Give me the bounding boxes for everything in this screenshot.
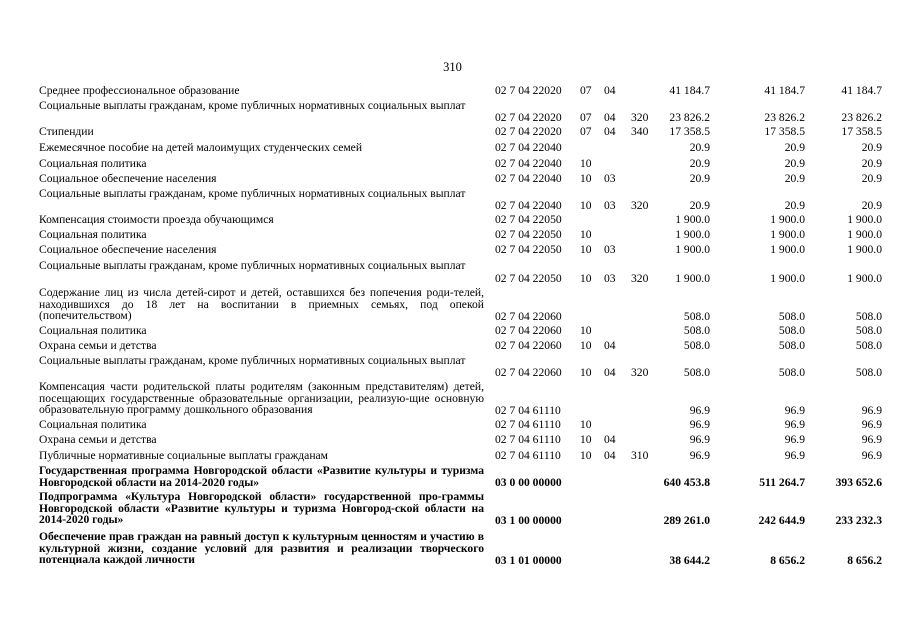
row-vr: 320 (631, 199, 649, 212)
row-value-3: 508.0 (855, 339, 882, 352)
row-pr: 04 (604, 111, 616, 124)
row-rz: 10 (580, 324, 592, 337)
row-name: Среднее профессиональное образование (39, 84, 240, 97)
row-value-3: 96.9 (861, 404, 882, 417)
row-value-2: 41 184.7 (764, 84, 805, 97)
row-value-1: 508.0 (683, 339, 710, 352)
row-code: 02 7 04 22040 (495, 199, 562, 212)
row-rz: 10 (580, 339, 592, 352)
row-value-1: 20.9 (689, 141, 710, 154)
row-code: 02 7 04 61110 (495, 433, 561, 446)
row-pr: 04 (604, 449, 616, 462)
row-value-3: 1 900.0 (847, 228, 882, 241)
row-rz: 10 (580, 272, 592, 285)
row-value-1: 20.9 (689, 172, 710, 185)
row-vr: 320 (631, 366, 649, 379)
row-value-1: 508.0 (683, 310, 710, 323)
row-value-2: 511 264.7 (759, 476, 805, 489)
page-number: 310 (443, 60, 462, 74)
row-value-3: 96.9 (861, 418, 882, 431)
row-value-3: 23 826.2 (841, 111, 882, 124)
row-value-3: 1 900.0 (847, 272, 882, 285)
row-rz: 07 (580, 125, 592, 138)
row-value-1: 96.9 (689, 404, 710, 417)
row-value-1: 41 184.7 (669, 84, 710, 97)
row-pr: 04 (604, 339, 616, 352)
row-rz: 10 (580, 199, 592, 212)
row-code: 02 7 04 22060 (495, 324, 562, 337)
row-value-3: 508.0 (855, 324, 882, 337)
row-value-3: 41 184.7 (841, 84, 882, 97)
row-value-1: 1 900.0 (675, 228, 710, 241)
row-code: 03 1 00 00000 (495, 514, 562, 527)
row-value-1: 23 826.2 (669, 111, 710, 124)
row-value-3: 96.9 (861, 433, 882, 446)
row-value-3: 20.9 (861, 141, 882, 154)
row-rz: 10 (580, 418, 592, 431)
row-value-2: 17 358.5 (764, 125, 805, 138)
row-value-1: 508.0 (683, 366, 710, 379)
row-value-3: 96.9 (861, 449, 882, 462)
row-name: Стипендии (39, 125, 94, 138)
row-value-2: 96.9 (784, 418, 805, 431)
row-code: 02 7 04 22050 (495, 272, 562, 285)
row-name: Компенсация части родительской платы родителям (законным представителям) детей, посещающих государственные образовательные организации, реализую-щие основную образовательную программу дошкольного образования (39, 380, 484, 416)
row-name: Государственная программа Новгородской области «Развитие культуры и туризма Новгородской области на 2014-2020 годы» (39, 464, 484, 489)
row-rz: 07 (580, 84, 592, 97)
row-name: Социальные выплаты гражданам, кроме публичных нормативных социальных выплат (39, 354, 466, 367)
row-value-3: 8 656.2 (847, 554, 882, 567)
row-value-3: 393 652.6 (835, 476, 882, 489)
row-name: Социальное обеспечение населения (39, 243, 217, 256)
row-value-3: 1 900.0 (847, 243, 882, 256)
row-pr: 03 (604, 243, 616, 256)
row-value-1: 1 900.0 (675, 213, 710, 226)
row-rz: 10 (580, 449, 592, 462)
row-code: 02 7 04 22040 (495, 172, 562, 185)
row-value-3: 20.9 (861, 199, 882, 212)
row-vr: 320 (631, 111, 649, 124)
row-pr: 03 (604, 199, 616, 212)
row-name: Социальная политика (39, 324, 147, 337)
row-rz: 10 (580, 243, 592, 256)
row-pr: 03 (604, 172, 616, 185)
row-name: Охрана семьи и детства (39, 339, 157, 352)
row-pr: 04 (604, 433, 616, 446)
row-value-2: 20.9 (784, 141, 805, 154)
row-value-2: 508.0 (778, 324, 805, 337)
row-value-1: 1 900.0 (675, 243, 710, 256)
row-code: 03 0 00 00000 (495, 476, 562, 489)
row-code: 02 7 04 61110 (495, 449, 561, 462)
row-value-2: 96.9 (784, 404, 805, 417)
row-value-1: 96.9 (689, 433, 710, 446)
row-value-2: 508.0 (778, 366, 805, 379)
row-name: Социальная политика (39, 418, 147, 431)
row-value-2: 23 826.2 (764, 111, 805, 124)
row-name: Содержание лиц из числа детей-сирот и детей, оставшихся без попечения роди-телей, находившихся до 18 лет на воспитании в приемных семьях, под опекой (попечительством) (39, 286, 484, 322)
row-value-1: 38 644.2 (669, 554, 710, 567)
row-name: Охрана семьи и детства (39, 433, 157, 446)
row-value-3: 20.9 (861, 172, 882, 185)
row-value-2: 20.9 (784, 199, 805, 212)
row-rz: 10 (580, 366, 592, 379)
row-value-1: 508.0 (683, 324, 710, 337)
row-value-1: 289 261.0 (663, 514, 710, 527)
row-value-3: 20.9 (861, 157, 882, 170)
row-value-2: 20.9 (784, 172, 805, 185)
row-value-1: 96.9 (689, 449, 710, 462)
row-value-2: 508.0 (778, 310, 805, 323)
row-name: Социальная политика (39, 157, 147, 170)
row-rz: 07 (580, 111, 592, 124)
row-value-1: 20.9 (689, 157, 710, 170)
row-rz: 10 (580, 172, 592, 185)
row-value-1: 96.9 (689, 418, 710, 431)
row-code: 02 7 04 22020 (495, 111, 562, 124)
row-name: Социальные выплаты гражданам, кроме публичных нормативных социальных выплат (39, 259, 466, 272)
row-name: Подпрограмма «Культура Новгородской области» государственной про-граммы Новгородской области «Развитие культуры и туризма Новгород-ской области на 2014-2020 годы» (39, 490, 484, 526)
row-name: Обеспечение прав граждан на равный доступ к культурным ценностям и участию в культурной жизни, создание условий для развития и реализации творческого потенциала каждой личности (39, 530, 484, 566)
row-name: Социальные выплаты гражданам, кроме публичных нормативных социальных выплат (39, 187, 466, 200)
row-vr: 310 (631, 449, 649, 462)
row-value-2: 242 644.9 (758, 514, 805, 527)
row-value-2: 1 900.0 (770, 228, 805, 241)
row-code: 02 7 04 61110 (495, 404, 561, 417)
row-pr: 04 (604, 366, 616, 379)
row-name: Компенсация стоимости проезда обучающимся (39, 213, 274, 226)
row-name: Ежемесячное пособие на детей малоимущих студенческих семей (39, 141, 363, 154)
row-value-1: 20.9 (689, 199, 710, 212)
row-value-2: 8 656.2 (770, 554, 805, 567)
row-vr: 340 (631, 125, 649, 138)
row-name: Публичные нормативные социальные выплаты гражданам (39, 449, 328, 462)
row-value-2: 1 900.0 (770, 213, 805, 226)
row-vr: 320 (631, 272, 649, 285)
row-name: Социальное обеспечение населения (39, 172, 217, 185)
row-code: 02 7 04 22050 (495, 228, 562, 241)
row-value-3: 1 900.0 (847, 213, 882, 226)
row-value-3: 508.0 (855, 310, 882, 323)
row-code: 02 7 04 22020 (495, 125, 562, 138)
row-pr: 03 (604, 272, 616, 285)
row-value-2: 20.9 (784, 157, 805, 170)
row-value-3: 508.0 (855, 366, 882, 379)
row-value-1: 640 453.8 (663, 476, 710, 489)
row-rz: 10 (580, 228, 592, 241)
row-code: 02 7 04 22040 (495, 157, 562, 170)
row-value-2: 1 900.0 (770, 272, 805, 285)
row-value-2: 1 900.0 (770, 243, 805, 256)
row-code: 02 7 04 22020 (495, 84, 562, 97)
row-value-2: 96.9 (784, 433, 805, 446)
row-code: 02 7 04 22060 (495, 310, 562, 323)
row-rz: 10 (580, 157, 592, 170)
row-value-2: 96.9 (784, 449, 805, 462)
row-pr: 04 (604, 125, 616, 138)
row-code: 02 7 04 61110 (495, 418, 561, 431)
row-code: 02 7 04 22050 (495, 213, 562, 226)
row-code: 02 7 04 22040 (495, 141, 562, 154)
row-code: 03 1 01 00000 (495, 554, 562, 567)
row-pr: 04 (604, 84, 616, 97)
row-name: Социальная политика (39, 228, 147, 241)
row-value-2: 508.0 (778, 339, 805, 352)
row-value-1: 1 900.0 (675, 272, 710, 285)
row-name: Социальные выплаты гражданам, кроме публичных нормативных социальных выплат (39, 99, 466, 112)
row-value-1: 17 358.5 (669, 125, 710, 138)
row-code: 02 7 04 22060 (495, 366, 562, 379)
row-value-3: 17 358.5 (841, 125, 882, 138)
row-value-3: 233 232.3 (835, 514, 882, 527)
row-code: 02 7 04 22050 (495, 243, 562, 256)
row-code: 02 7 04 22060 (495, 339, 562, 352)
row-rz: 10 (580, 433, 592, 446)
